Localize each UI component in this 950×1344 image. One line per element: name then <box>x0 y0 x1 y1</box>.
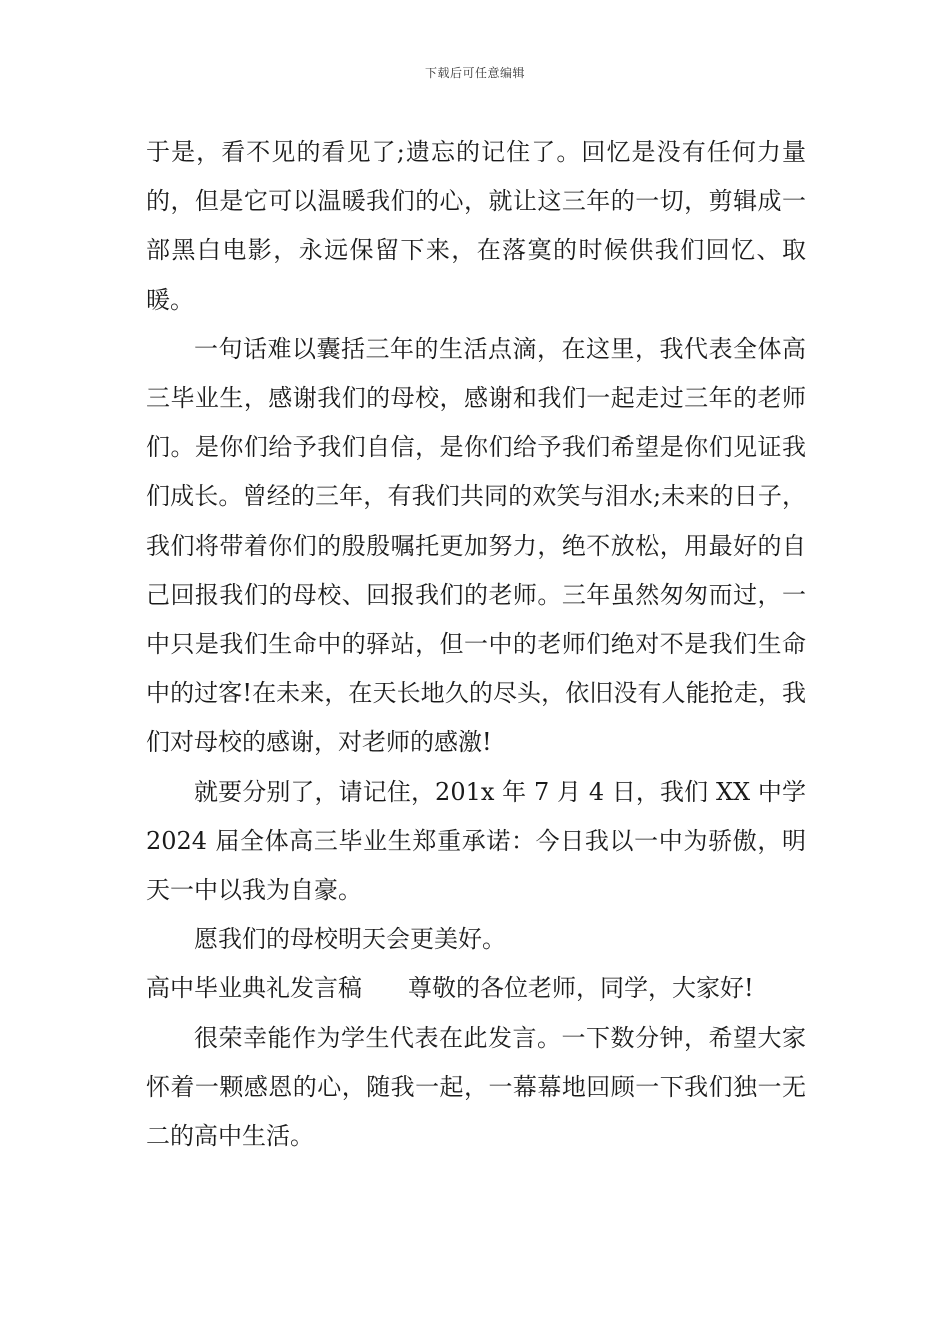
page-header: 下载后可任意编辑 <box>424 66 525 80</box>
paragraph-4: 愿我们的母校明天会更美好。 <box>194 925 506 954</box>
speech-title-line <box>146 964 806 1013</box>
paragraph-2: 一句话难以囊括三年的生活点滴，在这里，我代表全体高三毕业生，感谢我们的母校，感谢和我们一起走过三年的老师们。是你们给予我们自信，是你们给予我们希望是你们见证我们成长。曾经的三年，有我们共同的欢笑与泪水;未来的日子，我们将带着你们的殷殷嘱托更加努力，绝不放松，用最好的自己回报我们的母校、回报我们的老师。三年虽然匆匆而过，一中只是我们生命中的驿站，但一中的老师们绝对不是我们生命中的过客!在未来，在天长地久的尽头，依旧没有人能抢走，我们对母校的感谢，对老师的感激! <box>146 334 806 757</box>
paragraph-5: 很荣幸能作为学生代表在此发言。一下数分钟，希望大家怀着一颗感恩的心，随我一起，一幕幕地回顾一下我们独一无二的高中生活。 <box>146 1023 806 1151</box>
document-body <box>146 128 806 1161</box>
speech-greeting: 尊敬的各位老师，同学，大家好! <box>408 974 754 1003</box>
speech-title: 高中毕业典礼发言稿 <box>146 974 362 1003</box>
paragraph-3: 就要分别了，请记住，201x 年 7 月 4 日，我们 XX 中学 2024 届全体高三毕业生郑重承诺：今日我以一中为骄傲，明天一中以我为自豪。 <box>146 777 806 905</box>
paragraph-1: 于是，看不见的看见了;遗忘的记住了。回忆是没有任何力量的，但是它可以温暖我们的心，就让这三年的一切，剪辑成一部黑白电影，永远保留下来，在落寞的时候供我们回忆、取暖。 <box>146 138 806 314</box>
